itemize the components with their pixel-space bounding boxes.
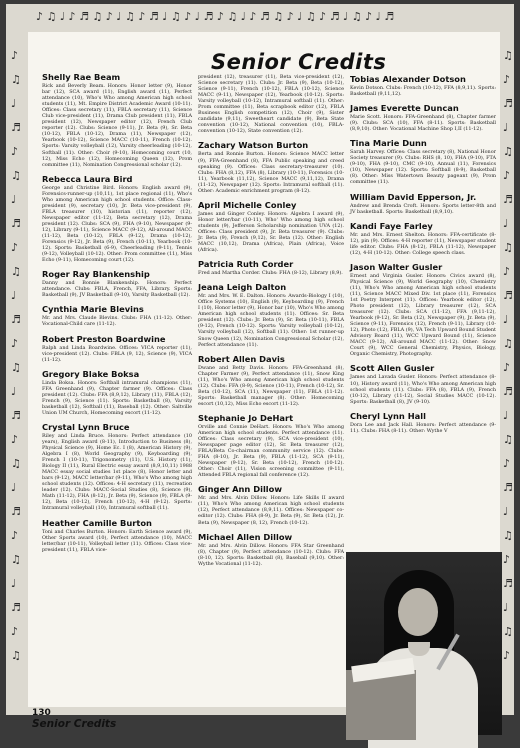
footer-label: Senior Credits: [32, 718, 117, 730]
senior-name: Tobias Alexander Dotson: [350, 74, 466, 84]
senior-credits-text: Mr. and Mrs. Ernest Shelton. Honors: FFA-certificate (8-12), pin (9). Offices: 4-H reporter (11), Newspaper student life editor. Clubs: FHA (8-12), FBLA (11-12), Newspaper (12), 4-H (10-12). Other: College speech class.: [350, 231, 496, 256]
senior-credits-text: Riley and Linda Bruce. Honors: Perfect attendance (10 years), English award (8-11), Introduction to Business (8), Physical Science (9), Home Ec. I (8), American History (9), Algebra I (8), World Geography (9), Keyboarding (9), French I (10-11), Trigonometry (11), U.S. History (11), Biology II (11), Rural Electric essay award (8,9,10,11) 1988 MACC essay social studies 1st place (8), Honor letter and bars (9-12), MACC letter/bar (9-11), Who's Who among high school students (12). Offices: 4-H secretary (11), recreation leader (12). Clubs: MACC-Social Studies (8), Science (9), Math (11-12), FHA (8-12), Jr. Beta (9), Science (9), FBLA (9-12), Beta (10-12), French (10-12), 4-H (9-12). Sports: Intramural volleyball (10), Intramural softball (11).: [42, 432, 192, 512]
senior-name: Roger Ray Blankenship: [42, 269, 150, 280]
senior-credits-text: James and Ginger Conley. Honors: Algebra I award (9), Honor letter/bar (10-11), Who' Who among high school students (9), Jefferson Scholarship nomination UVA (12). Offices: Class president (9), Jr. Beta treasurer (9). Clubs: Jr. Beta (9), French (9,12), Sr. Beta (12). Other: English MACC (10,12), Drama (Africa), Plain (Africa), Voice (Africa).: [198, 210, 344, 254]
senior-entry: [42, 518, 192, 553]
senior-name: Ginger Ann Dillow: [198, 484, 283, 495]
senior-entry: [350, 363, 496, 404]
page-content: [28, 32, 500, 730]
column-2: [198, 74, 344, 573]
column-3: [350, 74, 496, 440]
senior-entry: [42, 269, 192, 298]
senior-credits-text: Mr. and Mrs. Alvin Dillow. Honors: FFA Star Greenhand (8), Chapter (9), Perfect attendance (10-12). Clubs: FFA (8-10, 12). Sports: Basketball (8), Baseball (9,10). Other: Wythe Vocational (11-12).: [198, 542, 344, 567]
senior-credits-text: Toni and Charles Burton. Honors: Earth Science award (9), Other Sports award (10), Perfect attendance (10), MACC letter/bar (10-11), Volleyball letter (11). Offices: Class vice-president (11), FBLA vice-: [42, 528, 192, 553]
senior-name: Jason Walter Gusler: [350, 261, 443, 272]
student-speaking-photo: [346, 552, 502, 735]
music-note-icon: ♪ ♫ ♩ ♬ ♪ ♫ ♩ ♬ ♪ ♫ ♩ ♬ ♪ ♫ ♩ ♬ ♪ ♫ ♩ ♬ ♪ ♫ ♩ ♬ ♪ ♫: [11, 49, 21, 662]
senior-entry: [350, 74, 496, 97]
senior-credits-text: Orville and Connie DeHart. Honors: Who's Who among American high school students. Perfect attendance (11). Offices: Class secretary (9), SCA vice-president (10), Newspaper page editor (12), Sr. Beta treasurer (12), FBLA/Beta Co-chairman community service (12). Clubs: FHA (8-10), Jr. Beta (9), FBLA (11-12), SCA (9-11), Newspaper (9-12), Sr. Beta (10-12), French (10-12). Other: Choir (11), Vision screening committee (9-11), Attended FBLA regional fall conference (12).: [198, 423, 344, 479]
senior-entry: [42, 334, 192, 363]
senior-name: Cynthia Marie Blevins: [42, 304, 144, 315]
senior-entry: [350, 192, 496, 215]
senior-entry: [42, 72, 192, 168]
senior-name: Michael Allen Dillow: [198, 531, 293, 542]
senior-name: Robert Preston Boardwine: [42, 333, 166, 344]
senior-credits-text: Linda Boksa. Honors: Softball intramural champions (11), FFA Greenhand (9), Chapter farmer (9). Offices: Class president (12). Clubs: FFA (8,9,12), Library (11), FBLA (12), French (9), Science (11). Sports: Basketball (8), Varsity basketball (12), Softball (11), Baseball (12). Other: Saltville Union UM Church, Homecoming escort (11-12).: [42, 379, 192, 416]
senior-entry: [42, 369, 192, 416]
senior-name: Jeana Leigh Dalton: [198, 282, 287, 293]
senior-name: Patricia Ruth Corder: [198, 259, 294, 270]
senior-name: James Everette Duncan: [350, 103, 459, 114]
senior-name: Kandi Faye Farley: [350, 220, 433, 231]
senior-name: Heather Camille Burton: [42, 517, 152, 528]
senior-entry: [350, 103, 496, 132]
senior-entry: [350, 221, 496, 256]
senior-credits-text: Kevin Dotson. Clubs: French (10-12), FFA (8,9,11). Sports: Basketball (9,11,12).: [350, 85, 496, 98]
senior-entry: [198, 200, 344, 253]
senior-entry: [198, 413, 344, 478]
music-note-icon: ♫ ♪ ♬ ♩ ♫ ♪ ♬ ♩ ♫ ♪ ♬ ♩ ♫ ♪ ♬ ♩ ♫ ♪ ♬ ♩ ♫ ♪ ♬ ♩ ♫ ♪: [503, 49, 513, 662]
senior-entry: [350, 138, 496, 185]
page-title: Senior Credits: [211, 50, 387, 74]
senior-credits-text: James and Lavada Gusler. Honors: Perfect attendance (8-10), History award (11), Who's Who among American high school students (11). Clubs: FFA (8), FBLA (9), French (10-12), Library (11-12), Social Studies MACC (10-12). Sports: Basketball (8), JV (9-10).: [350, 374, 496, 405]
senior-credits-text: Ernest and Virginia Gusler. Honors: Civics award (8), Physical Science (9), World Geography (10), Chemistry (11), Who's Who among American high school students (11), Science MACC Mixed Div. 1st place (11), Forensics 1st Poetry Interpret (11). Offices: Yearbook editor (12), Photo president (12), Library treasurer (12), SCA treasurer (12). Clubs: SCA (11-12), FFA (9,11-12), Yearbook (9-12), Sr. Beta (12), Newspaper (9), Jr. Beta (9), Science (9-11), Forensics (12), French (9-11), Library (10-12), Photo (12), FBLA (9), VA Tech Upward Bound Student Advisory Board (11), WCC Upward Bound (11), Science MACC (9-12), All-around MACC (11-12). Other: Snow Court (9), WCC General Chemistry, Physics, Biology, Organic Chemistry, Photography.: [350, 272, 496, 358]
senior-name: Stephanie Jo DeHart: [198, 412, 294, 423]
senior-credits-text: Rick and Beverly Beam. Honors: Honor letter (9), Honor bar (12), SCA award (11), English award (11), Perfect attendance (10), Who's Who among American high school students (11), Mt. Empire District Academic Award (10-11). Offices: Class secretary (11), FBLA secretary (11), Science Club vice-president (11), Drama Club president (11), FBLA president (12), Newspaper editor (12), French Club reporter (12). Clubs: Science (9-11), Jr. Beta (9), Sr. Beta (10-12), FBLA (10-12), Drama (11), Newspaper (12), Yearbook (10-12), Science MACC (10-11), French (10-12). Sports: Varsity volleyball (12), Varsity cheerleading (10-12), Softball (11). Other: Choir (9-10), Homecoming court (10, 12), Miss Echo (12), Homecoming Queen (12), Prom committee (11), Nomination Congressional scholar (12).: [42, 83, 192, 168]
senior-credits-text: George and Christine Bird. Honors: English award (9), Forensics-runner-up (10,11), 1st place regional (11), Who's Who among American high school students. Office: Class-president (9), secretary (10), Jr. Beta vice-president (9), FBLA treasurer (10), historian (11), reporter (12), Newspaper editor (11-12), Beta secretary (12), Drama president (12). Clubs: SCA (9), FHA (9-10), Newspaper (9-12), Library (9-11), Science MACC (9-12), All-around MACC (11-12), Beta (10-12), FBLA (9-12), Drama (10-12), Forensics (9-12), Jr. Beta (9), French (10-11), Yearbook (10-12). Sports: Basketball (6-9), Cheerleading (9-11), Tennis (9-12), Volleyball (10-12). Other: Prom committee (11), Miss Echo (9-11), Homecoming court (12).: [42, 184, 192, 264]
senior-name: Robert Allen Davis: [198, 353, 285, 364]
senior-name: Shelly Rae Beam: [42, 72, 121, 82]
yearbook-page: [6, 4, 514, 730]
page-footer: [32, 708, 116, 730]
senior-credits-text: Danny and Bonnie Blankenship. Honors: Perfect attendance. Clubs: FBLA, French, FFA, Library. Sports: Basketball (9), JV Basketball (9-10), Varsity Basketball (12).: [42, 280, 192, 299]
senior-name: Scott Allen Gusler: [350, 363, 435, 374]
senior-entry: [198, 140, 344, 193]
senior-entry: [198, 532, 344, 567]
senior-name: Gregory Blake Boksa: [42, 368, 140, 379]
senior-name: April Michelle Conley: [198, 199, 297, 210]
senior-name: Zachary Watson Burton: [198, 140, 309, 151]
senior-credits-text: Dwane and Betty Davis. Honors: FFA-Greenhand (8), Chapter Farmer (9), Perfect attendance (11), Snow King (11), Who's Who among American high school students (12). Clubs: FFA (8-9), Science (10-11), French (10-12), Sr. Beta (10-12), SCA (11), Newspaper (11), FBLA (11-12). Sports: Basketball manager (8). Other: Homecoming escort (10,12), Miss Echo escort (11-12).: [198, 364, 344, 407]
senior-name: Crystal Lynn Bruce: [42, 421, 130, 432]
senior-credits-text: Ralph and Linda Boardwine. Offices: VICA reporter (11), vice-president (12). Clubs: FBLA (9, 12), Science (9), VICA (11-12).: [42, 344, 192, 363]
senior-credits-text: president (12), treasurer (11), Beta vice-president (12), Science secretary (11). Clubs: Jr. Beta (9), Beta (10-12), Science (9-11), French (10-12), FBLA (10-12), Science MACC (9-11), Newspaper (12), Yearbook (10-12). Sports: Varsity volleyball (10-12), Intramural softball (11). Other: Prom committee (11), Beta scrapbook editor (12), FBLA Business English competition (12), Choir (9), Sister candidate (9,11), Sweetheart candidate (9), Beta State convention (10-12), National convention (10), FBLA-convention (10-12), State convention (12).: [198, 74, 344, 135]
senior-credits-text: Sarah Harvey. Offices: Class secretary (8), National Honor Society treasurer (9). Clubs: RHS (8, 10), FHA (9-10), FTA (9-10), FHA (9-10), CMC (9-10), Annual (11), Forensics (10), Newspaper (12). Sports: Softball (8-9), Basketball (8). Other: Miss Watertown Beauty pageant (9), Prom committee (11).: [350, 149, 496, 186]
senior-name: Tina Marie Dunn: [350, 138, 427, 149]
senior-entry: [350, 411, 496, 434]
senior-credits-text: Andrew and Brenda Croft. Honors: Sports letter-8th and JV basketball. Sports: Basketball (8,9,10).: [350, 202, 496, 215]
senior-entry: [350, 262, 496, 358]
senior-name: William David Epperson, Jr.: [350, 191, 477, 202]
music-note-icon: ♪ ♫ ♩ ♪ ♬ ♫ ♪ ♩ ♫ ♪ ♬ ♩ ♫ ♪ ♩ ♬ ♪ ♫ ♩ ♪ ♬ ♫ ♪ ♩ ♫ ♪ ♬ ♩ ♫ ♪ ♩ ♬: [36, 10, 395, 23]
senior-credits-text: Dora Lee and Jack Hall. Honors: Perfect attendance (9-11). Clubs: FHA (8-11). Other: Wythe V: [350, 421, 496, 434]
senior-entry: [42, 304, 192, 327]
senior-entry: [42, 174, 192, 264]
senior-name: Rebecca Laura Bird: [42, 173, 133, 184]
senior-entry: [198, 484, 344, 525]
senior-entry: [198, 259, 344, 276]
senior-credits-text: Mr. and Mrs. Alvin Dillow. Honors: Life Skills II award (11), Who's Who among American high school students (12), Perfect attendance (8,9,11). Offices: Newspaper co-editor (12). Clubs: FHA (8-9), Jr. Beta (9), Sr. Beta (12), Jr. Beta (9), Newspaper (8, 12), French (10-12).: [198, 495, 344, 526]
column-1: [42, 72, 192, 559]
senior-credits-text: Mr. and Mrs. W. E. Dalton. Honors: Awards-Biology I (10), Office Systems (10), English (9), Keyboarding (9), French I (10), Honor letter (9), Honor bar (10), Who's Who among American high school students (11). Offices: Sr. Beta president (12). Clubs: Jr. Beta (9), Sr. Beta (10-11), FBLA (9-12), French (10-12). Sports: Varsity volleyball (10-12), Varsity volleyball (12), Softball (11). Other: 1st runner-up Snow Queen (12), Nomination Congressional Scholar (12), Perfect attendance (11).: [198, 293, 344, 348]
senior-credits-text: Berta and Ronnie Burton. Honors: Science MACC letter (9), FFA-Greenhand (8), FFA Public speaking and creed speaking (9). Offices: Class secretary-treasurer (10). Clubs: FHA (8,12), FFA (8), Library (10-11), Forensics (10-11), Yearbook (11,12), Science MACC (9,11,12), Drama (11-12), Newspaper (12). Sports: Intramural softball (11). Other: Academic enrichment program (8-12).: [198, 151, 344, 194]
senior-entry: [198, 354, 344, 407]
senior-entry: [198, 282, 344, 347]
senior-credits-text: Mr. and Mrs. Claude Blevins. Clubs: FHA (11-12). Other: Vocational-Child care (11-12).: [42, 315, 192, 328]
senior-entry-continued: [198, 74, 344, 134]
senior-name: Cheryl Lynn Hall: [350, 410, 426, 421]
senior-credits-text: Fred and Martha Corder. Clubs: FHA (8-12), Library (8,9).: [198, 270, 343, 277]
senior-credits-text: Marie Scott. Honors: FFA-Greenhand (8), Chapter farmer (9). Clubs: SCA (10), FFA (8-11). Sports: Basketball (8,9,10). Other: Vocational Machine Shop I,II (11-12).: [350, 114, 496, 133]
senior-entry: [42, 422, 192, 512]
page-number: 130: [32, 708, 51, 718]
